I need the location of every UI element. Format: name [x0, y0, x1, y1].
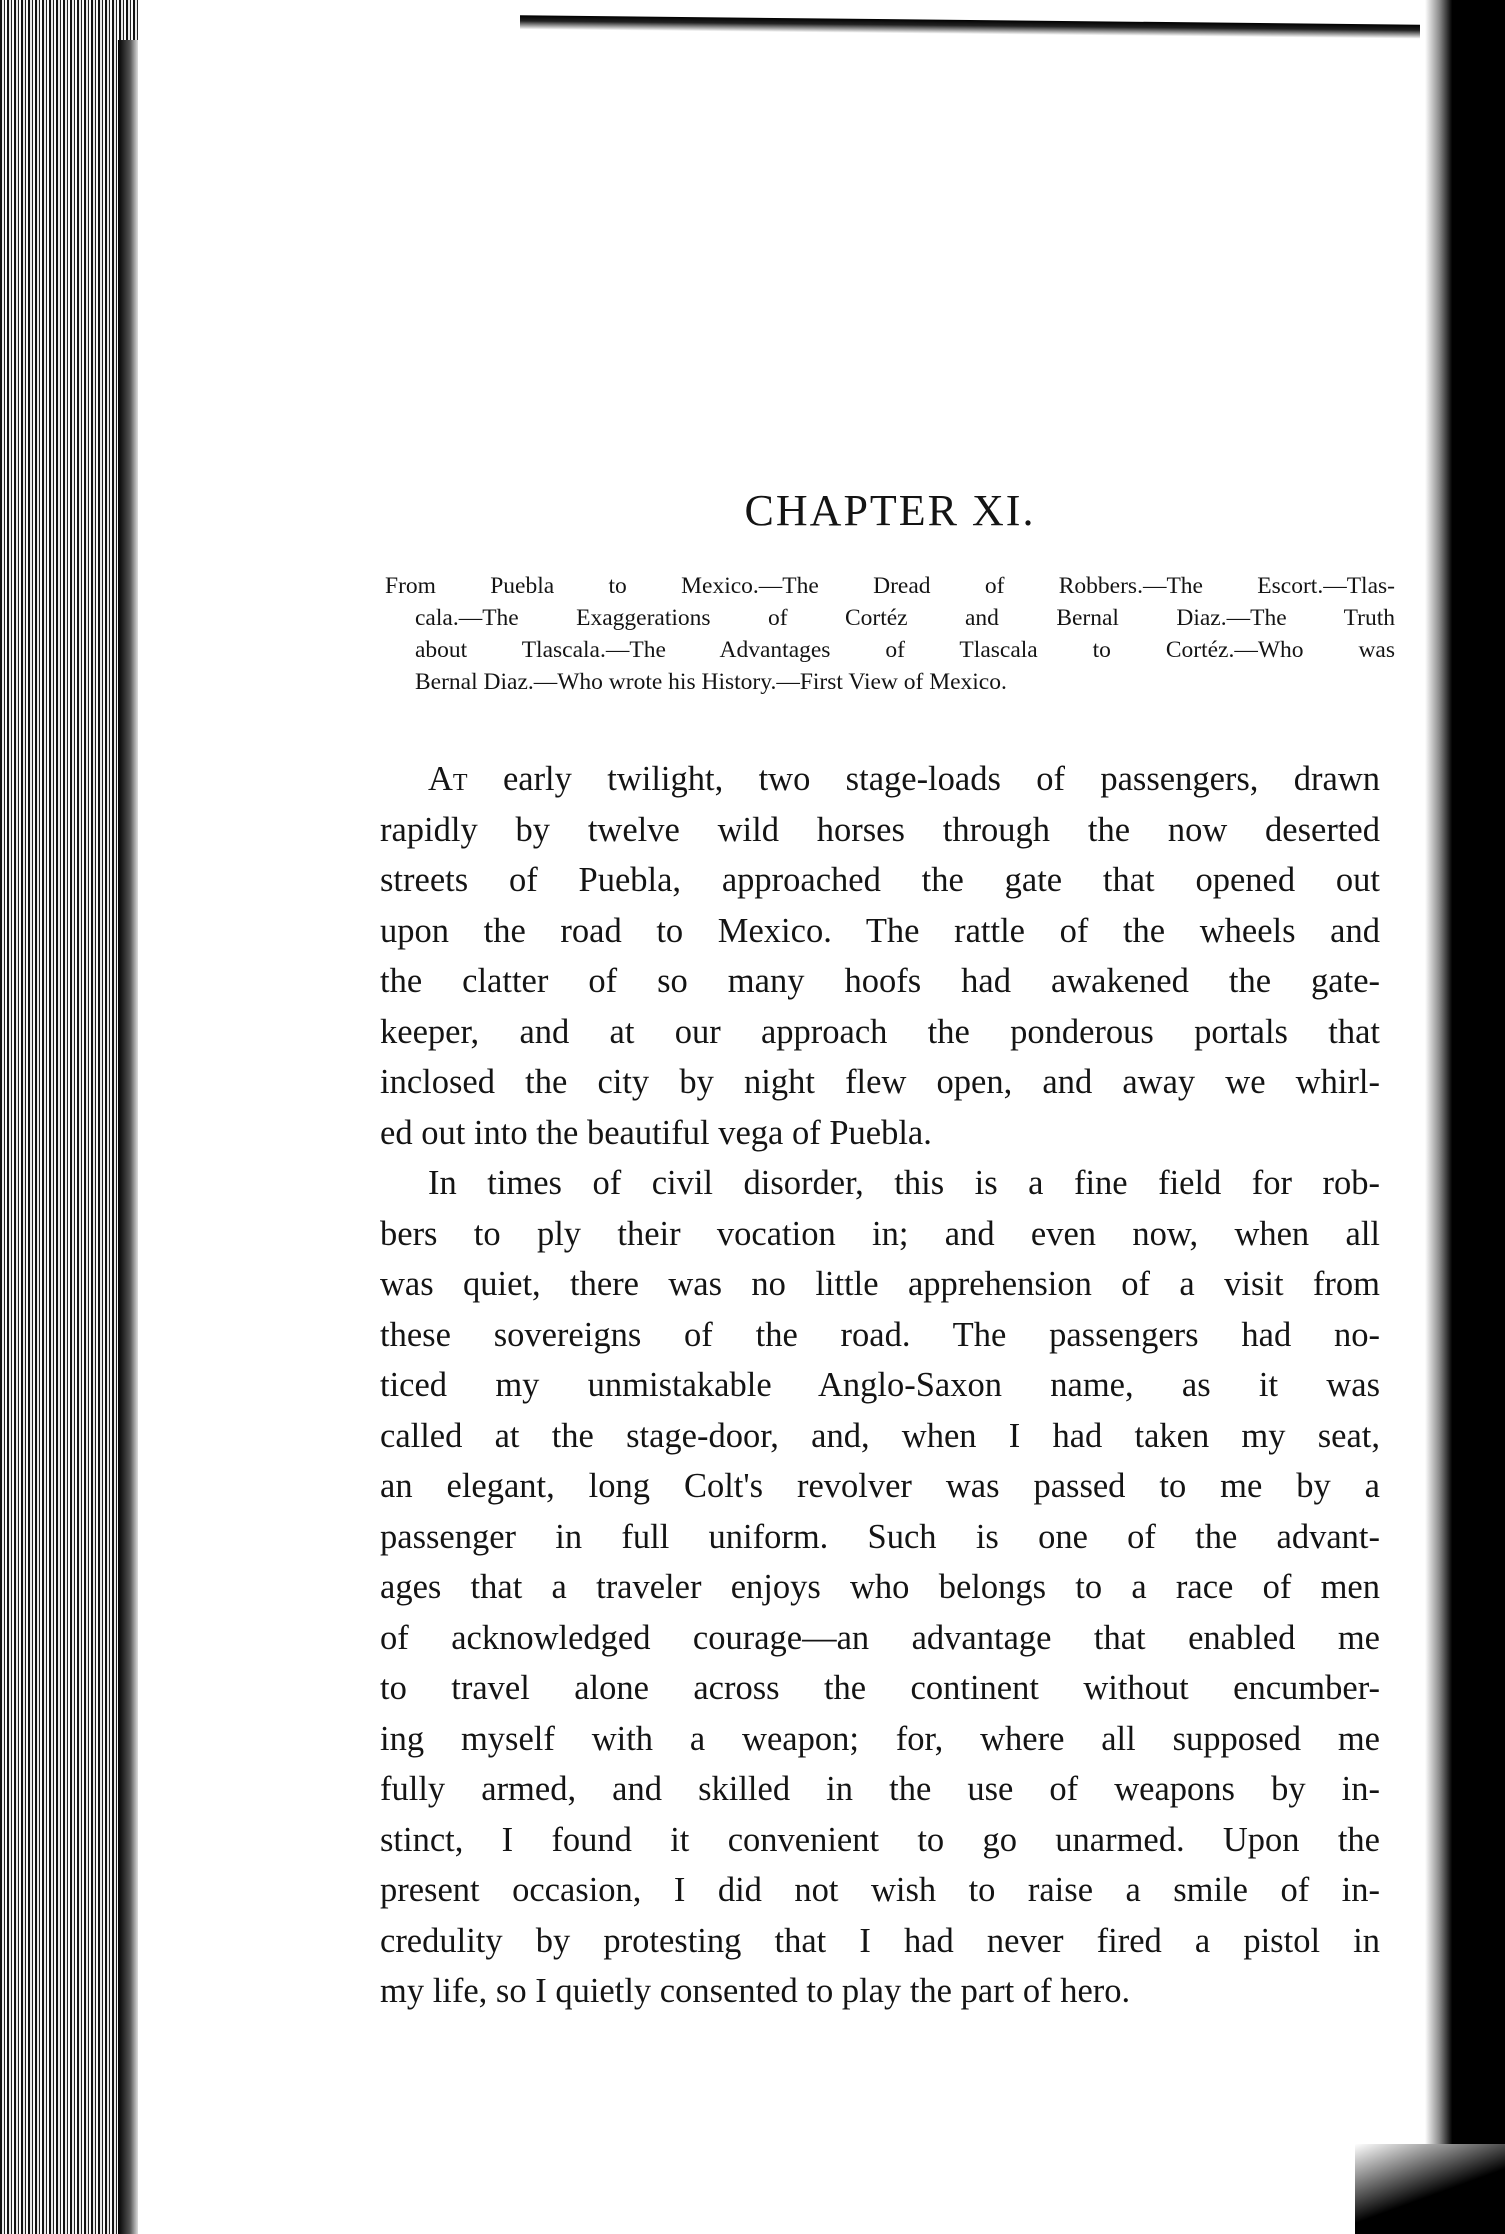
- body-line: streets of Puebla, approached the gate that opened out: [380, 861, 1380, 899]
- body-line: called at the stage-door, and, when I had taken my seat,: [380, 1416, 1380, 1455]
- summary-line: cala.—The Exaggerations of Cortéz and Bernal Diaz.—The Truth: [415, 605, 1395, 631]
- body-line: inclosed the city by night flew open, and away we whirl-: [380, 1063, 1380, 1101]
- body-line: upon the road to Mexico. The rattle of the wheels and: [380, 911, 1380, 950]
- page-top-edge: [520, 15, 1420, 38]
- body-line: of acknowledged courage—an advantage that enabled me: [380, 1618, 1380, 1657]
- body-line: [380, 754, 1380, 805]
- body-line: the clatter of so many hoofs had awakened the gate-: [380, 962, 1380, 1000]
- body-line: ages that a traveler enjoys who belongs to a race of men: [380, 1568, 1380, 1606]
- body-line-text: early twilight, two stage-loads of passengers, drawn: [467, 760, 1380, 798]
- body-line: In times of civil disorder, this is a fine field for rob-: [428, 1164, 1380, 1202]
- summary-line: Bernal Diaz.—Who wrote his History.—First View of Mexico.: [415, 669, 1007, 695]
- page-right-edge: [1425, 0, 1505, 2234]
- body-line: present occasion, I did not wish to raise a smile of in-: [380, 1871, 1380, 1909]
- body-line: an elegant, long Colt's revolver was passed to me by a: [380, 1467, 1380, 1505]
- body-line: ed out into the beautiful vega of Puebla.: [380, 1113, 932, 1152]
- body-line: fully armed, and skilled in the use of weapons by in-: [380, 1770, 1380, 1808]
- summary-line: about Tlascala.—The Advantages of Tlascala to Cortéz.—Who was: [415, 637, 1395, 663]
- body-line: these sovereigns of the road. The passengers had no-: [380, 1315, 1380, 1354]
- body-text: [380, 754, 1380, 2017]
- gutter-shadow: [118, 40, 138, 2234]
- body-line: was quiet, there was no little apprehension of a visit from: [380, 1265, 1380, 1303]
- body-line: rapidly by twelve wild horses through the now deserted: [380, 810, 1380, 849]
- page-bottom-corner: [1355, 2144, 1505, 2234]
- body-line: passenger in full uniform. Such is one of the advant-: [380, 1517, 1380, 1556]
- chapter-summary: [385, 570, 1395, 698]
- body-line: keeper, and at our approach the ponderous portals that: [380, 1012, 1380, 1051]
- body-line: stinct, I found it convenient to go unarmed. Upon the: [380, 1820, 1380, 1859]
- summary-line: From Puebla to Mexico.—The Dread of Robbers.—The Escort.—Tlas-: [385, 573, 1395, 599]
- body-line: credulity by protesting that I had never fired a pistol in: [380, 1921, 1380, 1960]
- body-line: bers to ply their vocation in; and even now, when all: [380, 1214, 1380, 1253]
- body-line: ing myself with a weapon; for, where all supposed me: [380, 1719, 1380, 1758]
- chapter-title: CHAPTER XI.: [744, 486, 1036, 535]
- body-line: my life, so I quietly consented to play the part of hero.: [380, 1972, 1131, 2010]
- body-line: ticed my unmistakable Anglo-Saxon name, as it was: [380, 1366, 1380, 1404]
- body-line: to travel alone across the continent without encumber-: [380, 1669, 1380, 1707]
- dropcap: At: [428, 760, 468, 798]
